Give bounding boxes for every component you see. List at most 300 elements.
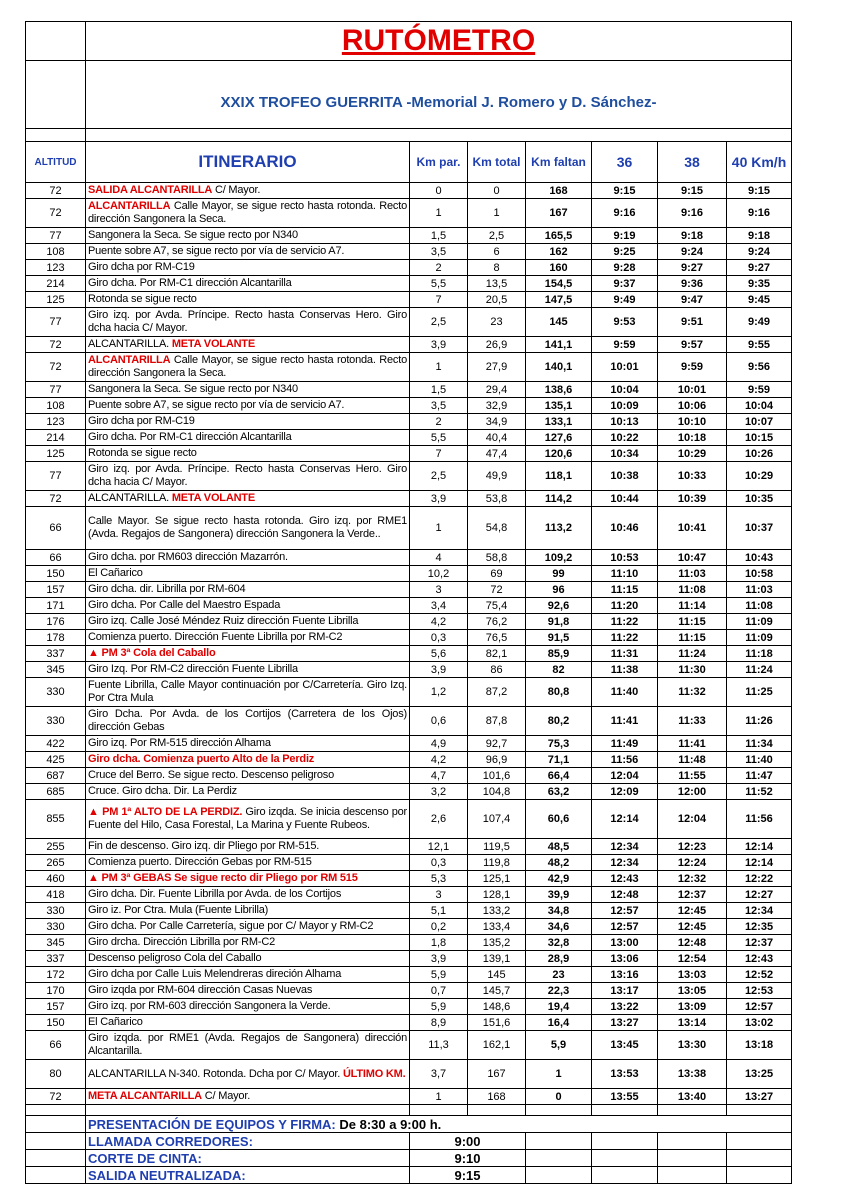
- table-row: [26, 839, 792, 855]
- itinerario-cell: [86, 784, 410, 800]
- footer-row: [26, 1150, 792, 1167]
- km-total-cell: 75,4: [468, 598, 526, 614]
- time-38-cell: 9:57: [658, 337, 727, 353]
- altitud-cell: 108: [26, 398, 86, 414]
- km-par-cell: 1,5: [410, 228, 468, 244]
- time-40-cell: 11:03: [727, 582, 792, 598]
- altitud-cell: 72: [26, 353, 86, 382]
- itinerario-highlight: ÚLTIMO KM.: [342, 1067, 406, 1080]
- itinerario-highlight: ▲ PM 1ª ALTO DE LA PERDIZ.: [88, 806, 243, 819]
- time-40-cell: 9:49: [727, 308, 792, 337]
- km-faltan-cell: 66,4: [526, 768, 592, 784]
- altitud-cell: 172: [26, 967, 86, 983]
- altitud-cell: 330: [26, 919, 86, 935]
- time-38-cell: 12:37: [658, 887, 727, 903]
- km-faltan-cell: 22,3: [526, 983, 592, 999]
- altitud-cell: 108: [26, 244, 86, 260]
- time-36-cell: 10:01: [592, 353, 658, 382]
- time-40-cell: 11:34: [727, 736, 792, 752]
- itinerario-text: Giro izq. Calle José Méndez Ruiz dirección Fuente Librilla: [88, 615, 359, 628]
- itinerario-cell: [86, 260, 410, 276]
- time-36-cell: 11:15: [592, 582, 658, 598]
- time-40-cell: 12:14: [727, 839, 792, 855]
- km-par-cell: 5,5: [410, 276, 468, 292]
- footer-empty: [26, 1150, 86, 1167]
- table-row: [26, 630, 792, 646]
- km-total-cell: 87,8: [468, 707, 526, 736]
- km-par-cell: 7: [410, 292, 468, 308]
- itinerario-text: Giro izq. por RM-603 dirección Sangonera la Verde.: [88, 1000, 331, 1013]
- itinerario-text: Giro dcha. Por RM-C1 dirección Alcantarilla: [88, 431, 292, 444]
- km-faltan-cell: 34,8: [526, 903, 592, 919]
- itinerario-text: Giro izqda por RM-604 dirección Casas Nuevas: [88, 984, 313, 997]
- corte-label: CORTE DE CINTA:: [86, 1150, 410, 1167]
- itinerario-highlight: ALCANTARILLA: [88, 200, 171, 213]
- time-40-cell: 10:07: [727, 414, 792, 430]
- itinerario-highlight: ▲ PM 3ª GEBAS Se sigue recto dir Pliego por RM 515: [88, 872, 358, 885]
- itinerario-cell: [86, 736, 410, 752]
- llamada-value: 9:00: [410, 1133, 526, 1150]
- time-40-cell: 11:18: [727, 646, 792, 662]
- altitud-cell: 460: [26, 871, 86, 887]
- km-par-cell: 3,5: [410, 244, 468, 260]
- km-par-cell: 2: [410, 414, 468, 430]
- time-38-cell: 10:41: [658, 507, 727, 550]
- km-total-cell: 20,5: [468, 292, 526, 308]
- km-par-cell: 7: [410, 446, 468, 462]
- itinerario-text: Puente sobre A7, se sigue recto por vía de servicio A7.: [88, 399, 345, 412]
- km-par-cell: 4,2: [410, 614, 468, 630]
- itinerario-text: Giro izq. Por RM-515 dirección Alhama: [88, 737, 271, 750]
- time-40-cell: 12:52: [727, 967, 792, 983]
- itinerario-text: Puente sobre A7, se sigue recto por vía de servicio A7.: [88, 245, 345, 258]
- time-38-cell: 11:24: [658, 646, 727, 662]
- time-40-cell: 9:35: [727, 276, 792, 292]
- gap-cell: [658, 1105, 727, 1116]
- time-38-cell: 12:04: [658, 800, 727, 839]
- table-row: [26, 855, 792, 871]
- itinerario-cell: [86, 353, 410, 382]
- itinerario-cell: [86, 951, 410, 967]
- time-40-cell: 9:15: [727, 183, 792, 199]
- itinerario-highlight: META VOLANTE: [171, 492, 255, 505]
- time-36-cell: 13:22: [592, 999, 658, 1015]
- header-speed-40: 40 Km/h: [727, 142, 792, 183]
- table-row: [26, 887, 792, 903]
- time-36-cell: 12:04: [592, 768, 658, 784]
- itinerario-text: Cruce del Berro. Se sigue recto. Descenso peligroso: [88, 769, 334, 782]
- km-par-cell: 4: [410, 550, 468, 566]
- time-36-cell: 10:04: [592, 382, 658, 398]
- km-par-cell: 0: [410, 183, 468, 199]
- km-faltan-cell: 75,3: [526, 736, 592, 752]
- time-38-cell: 9:36: [658, 276, 727, 292]
- km-faltan-cell: 133,1: [526, 414, 592, 430]
- km-par-cell: 4,9: [410, 736, 468, 752]
- altitud-cell: 72: [26, 183, 86, 199]
- altitud-cell: 157: [26, 999, 86, 1015]
- table-row: [26, 446, 792, 462]
- altitud-cell: 72: [26, 337, 86, 353]
- time-36-cell: 12:34: [592, 839, 658, 855]
- time-38-cell: 9:51: [658, 308, 727, 337]
- itinerario-highlight: SALIDA ALCANTARILLA: [88, 184, 213, 197]
- time-38-cell: 12:23: [658, 839, 727, 855]
- altitud-cell: 77: [26, 228, 86, 244]
- altitud-cell: 77: [26, 462, 86, 491]
- itinerario-text: Giro dcha por Calle Luis Melendreras direción Alhama: [88, 968, 342, 981]
- table-row: [26, 353, 792, 382]
- km-total-cell: 128,1: [468, 887, 526, 903]
- km-faltan-cell: 80,8: [526, 678, 592, 707]
- altitud-cell: 72: [26, 1089, 86, 1105]
- gap-cell: [468, 1105, 526, 1116]
- km-par-cell: 1: [410, 1089, 468, 1105]
- itinerario-text: Descenso peligroso Cola del Caballo: [88, 952, 262, 965]
- km-faltan-cell: 118,1: [526, 462, 592, 491]
- km-par-cell: 0,2: [410, 919, 468, 935]
- km-total-cell: 133,4: [468, 919, 526, 935]
- itinerario-text: Giro dcha por RM-C19: [88, 261, 195, 274]
- km-faltan-cell: 140,1: [526, 353, 592, 382]
- time-38-cell: 12:00: [658, 784, 727, 800]
- km-par-cell: 8,9: [410, 1015, 468, 1031]
- time-38-cell: 9:18: [658, 228, 727, 244]
- presentacion-cell: [86, 1116, 792, 1133]
- km-par-cell: 2,5: [410, 462, 468, 491]
- km-total-cell: 162,1: [468, 1031, 526, 1060]
- altitud-cell: 255: [26, 839, 86, 855]
- time-38-cell: 13:03: [658, 967, 727, 983]
- altitud-cell: 422: [26, 736, 86, 752]
- time-38-cell: 12:45: [658, 919, 727, 935]
- itinerario-cell: [86, 276, 410, 292]
- altitud-cell: 178: [26, 630, 86, 646]
- header-km-total: Km total: [468, 142, 526, 183]
- itinerario-text: Comienza puerto. Dirección Gebas por RM-515: [88, 856, 312, 869]
- itinerario-cell: [86, 308, 410, 337]
- time-40-cell: 10:15: [727, 430, 792, 446]
- altitud-cell: 855: [26, 800, 86, 839]
- table-row: [26, 199, 792, 228]
- km-par-cell: 3,9: [410, 951, 468, 967]
- time-40-cell: 11:09: [727, 614, 792, 630]
- itinerario-cell: [86, 430, 410, 446]
- itinerario-text: Calle Mayor, se sigue recto hasta rotonda. Recto dirección Sangonera la Seca.: [88, 354, 407, 379]
- itinerario-text: Giro izq. por Avda. Príncipe. Recto hasta Conservas Hero. Giro dcha hacia C/ Mayor.: [88, 309, 407, 334]
- altitud-cell: 685: [26, 784, 86, 800]
- altitud-cell: 176: [26, 614, 86, 630]
- footer-empty: [592, 1167, 658, 1184]
- km-par-cell: 1: [410, 507, 468, 550]
- altitud-cell: 77: [26, 382, 86, 398]
- table-row: [26, 430, 792, 446]
- km-total-cell: 148,6: [468, 999, 526, 1015]
- km-par-cell: 3,2: [410, 784, 468, 800]
- time-40-cell: 11:25: [727, 678, 792, 707]
- table-row: [26, 614, 792, 630]
- altitud-cell: 687: [26, 768, 86, 784]
- presentacion-value: De 8:30 a 9:00 h.: [335, 1116, 442, 1132]
- footer-empty: [26, 1116, 86, 1133]
- itinerario-text: Fin de descenso. Giro izq. dir Pliego por RM-515.: [88, 840, 320, 853]
- itinerario-cell: [86, 414, 410, 430]
- time-36-cell: 12:43: [592, 871, 658, 887]
- km-faltan-cell: 141,1: [526, 337, 592, 353]
- time-36-cell: 10:22: [592, 430, 658, 446]
- time-38-cell: 13:14: [658, 1015, 727, 1031]
- table-row: [26, 903, 792, 919]
- km-faltan-cell: 63,2: [526, 784, 592, 800]
- footer-row: [26, 1167, 792, 1184]
- km-total-cell: 119,5: [468, 839, 526, 855]
- time-36-cell: 10:09: [592, 398, 658, 414]
- itinerario-cell: [86, 550, 410, 566]
- time-38-cell: 10:39: [658, 491, 727, 507]
- time-38-cell: 10:33: [658, 462, 727, 491]
- gap-cell: [26, 129, 86, 142]
- rutometro-table: [25, 21, 792, 1184]
- itinerario-text: Giro dcha. Por Calle del Maestro Espada: [88, 599, 281, 612]
- km-faltan-cell: 165,5: [526, 228, 592, 244]
- km-par-cell: 3,9: [410, 491, 468, 507]
- km-faltan-cell: 71,1: [526, 752, 592, 768]
- km-total-cell: 49,9: [468, 462, 526, 491]
- time-40-cell: 12:35: [727, 919, 792, 935]
- altitud-cell: 125: [26, 292, 86, 308]
- table-row: [26, 707, 792, 736]
- itinerario-cell: [86, 871, 410, 887]
- llamada-label: LLAMADA CORREDORES:: [86, 1133, 410, 1150]
- itinerario-cell: [86, 507, 410, 550]
- km-par-cell: 3,7: [410, 1060, 468, 1089]
- altitud-cell: 170: [26, 983, 86, 999]
- table-row: [26, 662, 792, 678]
- km-total-cell: 54,8: [468, 507, 526, 550]
- time-36-cell: 10:13: [592, 414, 658, 430]
- km-par-cell: 1,2: [410, 678, 468, 707]
- altitud-cell: 157: [26, 582, 86, 598]
- footer-empty: [727, 1150, 792, 1167]
- time-40-cell: 10:29: [727, 462, 792, 491]
- time-38-cell: 11:15: [658, 630, 727, 646]
- km-par-cell: 5,5: [410, 430, 468, 446]
- itinerario-cell: [86, 999, 410, 1015]
- time-38-cell: 9:16: [658, 199, 727, 228]
- km-total-cell: 87,2: [468, 678, 526, 707]
- time-36-cell: 11:20: [592, 598, 658, 614]
- table-row: [26, 382, 792, 398]
- km-total-cell: 82,1: [468, 646, 526, 662]
- time-36-cell: 12:14: [592, 800, 658, 839]
- km-par-cell: 5,3: [410, 871, 468, 887]
- km-faltan-cell: 16,4: [526, 1015, 592, 1031]
- km-par-cell: 0,6: [410, 707, 468, 736]
- gap-cell: [526, 1105, 592, 1116]
- itinerario-cell: [86, 967, 410, 983]
- time-38-cell: 9:15: [658, 183, 727, 199]
- time-38-cell: 13:09: [658, 999, 727, 1015]
- itinerario-highlight: META ALCANTARILLA: [88, 1090, 202, 1103]
- table-row: [26, 228, 792, 244]
- itinerario-cell: [86, 768, 410, 784]
- time-40-cell: 9:18: [727, 228, 792, 244]
- altitud-cell: 345: [26, 662, 86, 678]
- km-total-cell: 29,4: [468, 382, 526, 398]
- km-total-cell: 139,1: [468, 951, 526, 967]
- time-36-cell: 11:38: [592, 662, 658, 678]
- km-par-cell: 3,5: [410, 398, 468, 414]
- gap-cell: [727, 1105, 792, 1116]
- itinerario-text: Giro dcha. Por Calle Carretería, sigue por C/ Mayor y RM-C2: [88, 920, 374, 933]
- time-36-cell: 11:22: [592, 614, 658, 630]
- footer-empty: [658, 1167, 727, 1184]
- km-total-cell: 72: [468, 582, 526, 598]
- table-row: [26, 598, 792, 614]
- time-36-cell: 11:22: [592, 630, 658, 646]
- km-total-cell: 145,7: [468, 983, 526, 999]
- time-38-cell: 9:59: [658, 353, 727, 382]
- itinerario-text: Cruce. Giro dcha. Dir. La Perdiz: [88, 785, 237, 798]
- km-faltan-cell: 39,9: [526, 887, 592, 903]
- km-faltan-cell: 91,5: [526, 630, 592, 646]
- time-40-cell: 11:47: [727, 768, 792, 784]
- km-total-cell: 119,8: [468, 855, 526, 871]
- time-36-cell: 11:41: [592, 707, 658, 736]
- time-36-cell: 13:06: [592, 951, 658, 967]
- itinerario-text: Comienza puerto. Dirección Fuente Librilla por RM-C2: [88, 631, 343, 644]
- km-faltan-cell: 138,6: [526, 382, 592, 398]
- itinerario-cell: [86, 678, 410, 707]
- itinerario-highlight: Giro dcha. Comienza puerto Alto de la Perdiz: [88, 753, 315, 766]
- footer-empty: [26, 1167, 86, 1184]
- km-total-cell: 135,2: [468, 935, 526, 951]
- table-row: [26, 337, 792, 353]
- itinerario-cell: [86, 614, 410, 630]
- time-38-cell: 13:30: [658, 1031, 727, 1060]
- table-row: [26, 491, 792, 507]
- itinerario-cell: [86, 566, 410, 582]
- km-total-cell: 76,5: [468, 630, 526, 646]
- table-row: [26, 919, 792, 935]
- header-row: [26, 142, 792, 183]
- itinerario-cell: [86, 292, 410, 308]
- time-38-cell: 10:01: [658, 382, 727, 398]
- km-faltan-cell: 5,9: [526, 1031, 592, 1060]
- time-36-cell: 13:45: [592, 1031, 658, 1060]
- km-total-cell: 86: [468, 662, 526, 678]
- km-par-cell: 2,5: [410, 308, 468, 337]
- time-40-cell: 12:43: [727, 951, 792, 967]
- table-row: [26, 983, 792, 999]
- altitud-cell: 72: [26, 491, 86, 507]
- time-36-cell: 11:49: [592, 736, 658, 752]
- itinerario-cell: [86, 1060, 410, 1089]
- table-row: [26, 566, 792, 582]
- time-38-cell: 10:10: [658, 414, 727, 430]
- table-row: [26, 1089, 792, 1105]
- table-row: [26, 308, 792, 337]
- footer-empty: [26, 1133, 86, 1150]
- itinerario-text: Sangonera la Seca. Se sigue recto por N340: [88, 229, 298, 242]
- footer-empty: [526, 1167, 592, 1184]
- itinerario-cell: [86, 244, 410, 260]
- itinerario-text: ALCANTARILLA.: [88, 492, 172, 505]
- time-40-cell: 12:22: [727, 871, 792, 887]
- time-36-cell: 9:25: [592, 244, 658, 260]
- table-row: [26, 582, 792, 598]
- time-36-cell: 12:48: [592, 887, 658, 903]
- time-38-cell: 13:38: [658, 1060, 727, 1089]
- footer-row: [26, 1116, 792, 1133]
- km-total-cell: 107,4: [468, 800, 526, 839]
- time-36-cell: 13:27: [592, 1015, 658, 1031]
- time-36-cell: 10:34: [592, 446, 658, 462]
- header-speed-38: 38: [658, 142, 727, 183]
- itinerario-text: Calle Mayor. Se sigue recto hasta rotonda. Giro izq. por RME1 (Avda. Regajos de Sangonera) dirección Sangonera la Verde..: [88, 515, 407, 540]
- km-total-cell: 32,9: [468, 398, 526, 414]
- time-40-cell: 11:09: [727, 630, 792, 646]
- altitud-cell: 66: [26, 1031, 86, 1060]
- footer-empty: [526, 1133, 592, 1150]
- itinerario-cell: [86, 839, 410, 855]
- time-40-cell: 10:37: [727, 507, 792, 550]
- itinerario-cell: [86, 199, 410, 228]
- time-38-cell: 11:14: [658, 598, 727, 614]
- km-par-cell: 0,7: [410, 983, 468, 999]
- itinerario-cell: [86, 382, 410, 398]
- time-38-cell: 11:55: [658, 768, 727, 784]
- km-total-cell: 168: [468, 1089, 526, 1105]
- table-row: [26, 260, 792, 276]
- itinerario-text: C/ Mayor.: [201, 1090, 251, 1103]
- time-36-cell: 11:40: [592, 678, 658, 707]
- itinerario-cell: [86, 662, 410, 678]
- time-40-cell: 11:24: [727, 662, 792, 678]
- itinerario-text: Sangonera la Seca. Se sigue recto por N340: [88, 383, 298, 396]
- time-40-cell: 13:27: [727, 1089, 792, 1105]
- itinerario-text: Giro iz. Por Ctra. Mula (Fuente Librilla): [88, 904, 269, 917]
- time-38-cell: 11:15: [658, 614, 727, 630]
- gap-cell: [410, 1105, 468, 1116]
- km-total-cell: 101,6: [468, 768, 526, 784]
- time-40-cell: 12:27: [727, 887, 792, 903]
- km-faltan-cell: 82: [526, 662, 592, 678]
- time-36-cell: 9:15: [592, 183, 658, 199]
- table-row: [26, 800, 792, 839]
- time-36-cell: 9:28: [592, 260, 658, 276]
- km-faltan-cell: 92,6: [526, 598, 592, 614]
- km-total-cell: 151,6: [468, 1015, 526, 1031]
- time-36-cell: 11:56: [592, 752, 658, 768]
- time-36-cell: 13:55: [592, 1089, 658, 1105]
- gap-cell: [592, 1105, 658, 1116]
- km-total-cell: 125,1: [468, 871, 526, 887]
- time-40-cell: 9:59: [727, 382, 792, 398]
- presentacion-label: PRESENTACIÓN DE EQUIPOS Y FIRMA:: [88, 1116, 336, 1132]
- km-par-cell: 10,2: [410, 566, 468, 582]
- km-faltan-cell: 80,2: [526, 707, 592, 736]
- itinerario-cell: [86, 707, 410, 736]
- itinerario-cell: [86, 935, 410, 951]
- time-40-cell: 9:27: [727, 260, 792, 276]
- km-total-cell: 47,4: [468, 446, 526, 462]
- km-faltan-cell: 99: [526, 566, 592, 582]
- header-km-par: Km par.: [410, 142, 468, 183]
- km-par-cell: 2,6: [410, 800, 468, 839]
- footer-empty: [592, 1133, 658, 1150]
- time-36-cell: 13:17: [592, 983, 658, 999]
